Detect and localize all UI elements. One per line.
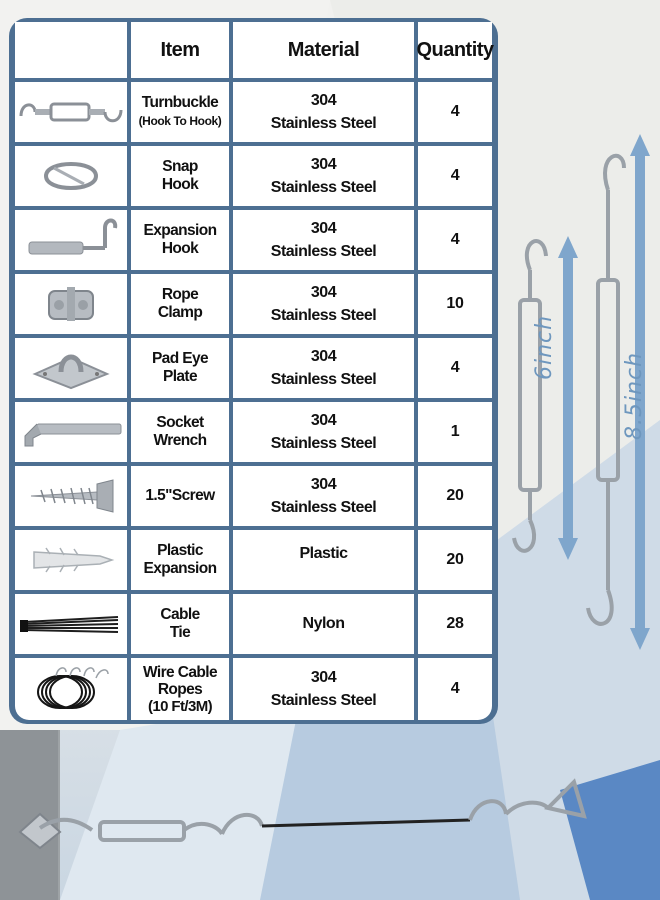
header-quantity: Quantity [418,22,492,78]
material-type: Stainless Steel [270,115,377,132]
material-rope-clamp [233,274,414,334]
header-material: Material [233,22,414,78]
item-name-text: Cable Tie [160,606,200,641]
expansion-hook-icon [15,210,127,270]
material-pad-eye-plate [233,338,414,398]
material-grade: 304 [310,92,337,109]
item-name-screw: 1.5"Screw [131,466,229,526]
short-turnbuckle [514,241,546,551]
material-screw [233,466,414,526]
material-wire-cable-ropes [233,658,414,720]
parts-table [9,18,498,724]
item-name-socket-wrench [131,402,229,462]
quantity-turnbuckle: 4 [418,82,492,142]
screw-icon [15,466,127,526]
quantity-cable-tie: 28 [418,594,492,654]
turnbuckle-icon [15,82,127,142]
item-name-rope-clamp [131,274,229,334]
material-type: Nylon [302,615,345,632]
material-grade: 304 [310,284,337,301]
material-snap-hook [233,146,414,206]
item-name-cable-tie [131,594,229,654]
material-plastic-expansion [233,530,414,590]
item-name-turnbuckle [131,82,229,142]
material-type: Stainless Steel [270,371,377,388]
quantity-socket-wrench: 1 [418,402,492,462]
material-type: Stainless Steel [270,243,377,260]
header-item: Item [131,22,229,78]
item-name-plastic-expansion [131,530,229,590]
parts-table-grid [15,22,492,720]
long-turnbuckle [588,156,624,624]
cable-tie-icon [15,594,127,654]
item-name-text: Expansion Hook [143,222,217,257]
wire-cable-ropes-icon [15,658,127,720]
short-dimension-arrow [558,236,578,560]
item-name-text: Turnbuckle [141,94,219,111]
header-icon-cell [15,22,127,78]
quantity-expansion-hook: 4 [418,210,492,270]
material-grade: 304 [310,220,337,237]
item-name-text: Wire Cable Ropes [143,663,217,698]
plastic-expansion-icon [15,530,127,590]
item-name-text: Pad Eye Plate [151,350,209,385]
material-type: Stainless Steel [270,499,377,516]
material-expansion-hook [233,210,414,270]
material-grade: 304 [310,412,337,429]
item-name-snap-hook [131,146,229,206]
pad-eye-plate-icon [15,338,127,398]
quantity-pad-eye-plate: 4 [418,338,492,398]
short-dimension-label: 6inch [532,314,557,380]
material-grade: 304 [310,476,337,493]
rope-clamp-icon [15,274,127,334]
item-name-text: Socket Wrench [153,414,207,449]
installation-scene [0,730,660,900]
item-name-expansion-hook [131,210,229,270]
item-name-pad-eye-plate [131,338,229,398]
item-name-text: Rope Clamp [157,286,203,321]
material-turnbuckle [233,82,414,142]
quantity-plastic-expansion: 20 [418,530,492,590]
material-type: Stainless Steel [270,692,377,709]
item-name-text: Plastic Expansion [143,542,217,577]
material-type: Stainless Steel [270,179,377,196]
long-dimension-label: 8.5inch [622,351,647,440]
material-grade: 304 [310,156,337,173]
material-type: Stainless Steel [270,435,377,452]
material-type: Stainless Steel [270,307,377,324]
quantity-screw: 20 [418,466,492,526]
item-name-text: Snap Hook [161,158,199,193]
material-cable-tie [233,594,414,654]
material-socket-wrench [233,402,414,462]
item-subtitle: (10 Ft/3M) [147,697,212,715]
snap-hook-icon [15,146,127,206]
quantity-rope-clamp: 10 [418,274,492,334]
item-subtitle: (Hook To Hook) [138,114,222,128]
socket-wrench-icon [15,402,127,462]
quantity-wire-cable-ropes: 4 [418,658,492,720]
material-grade: 304 [310,669,337,686]
material-type: Plastic [299,545,348,562]
item-name-wire-cable-ropes [131,658,229,720]
quantity-snap-hook: 4 [418,146,492,206]
material-grade: 304 [310,348,337,365]
